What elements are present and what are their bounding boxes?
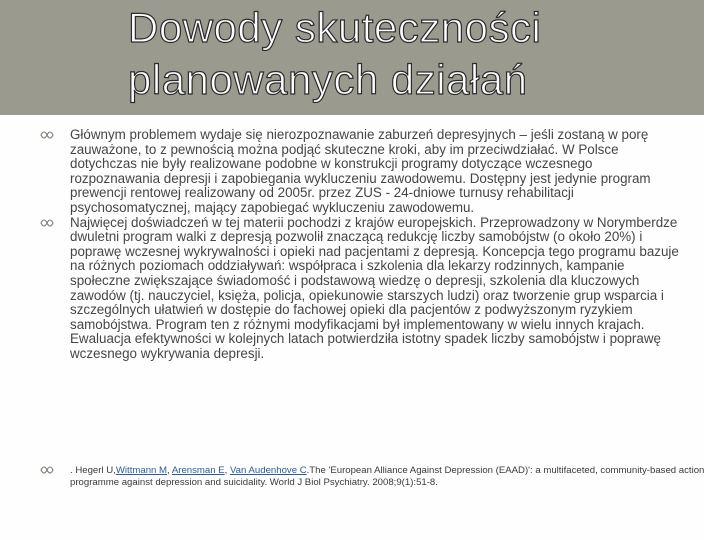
slide-title-line-1: Dowody skuteczności xyxy=(128,4,542,51)
reference-author-link-1[interactable]: Wittmann M xyxy=(115,465,168,476)
bullet-item-1 xyxy=(40,128,680,216)
right-edge xyxy=(704,0,720,540)
reference-item xyxy=(40,465,720,489)
bullet-glyph-icon xyxy=(40,217,54,231)
reference-author-link-2[interactable]: Arensman E xyxy=(171,465,225,476)
reference-rest: .The 'European Alliance Against Depression (EAAD)': a multifaceted, community-based action programme against depression and suicidality. World J Biol Psychiatry. 2008;9(1):51-8. xyxy=(70,465,705,488)
reference-author-link-3[interactable]: Van Audenhove C xyxy=(230,465,307,476)
title-left-band xyxy=(0,0,16,115)
slide-content xyxy=(40,128,680,362)
bullet-glyph-icon xyxy=(40,129,54,143)
reference-separator-1: , xyxy=(167,465,172,476)
bullet-item-2 xyxy=(40,216,680,362)
bullet-text-2: Najwięcej doświadczeń w tej materii pochodzi z krajów europejskich. Przeprowadzony w Norymberdze dwuletni program walki z depresją pozwolił znaczącą redukcję liczby samobójstw (o około 20%) i poprawę wczesnej wykrywalności i opieki nad pacjentami z depresją. Koncepcja tego programu bazuje na różnych poziomach oddziaływań: współpraca i szkolenia dla lekarzy rodzinnych, kampanie społeczne zwiększające świadomość i podstawową wiedzę o depresji, szkolenia dla kluczowych zawodów (tj. nauczyciel, księża, policja, opiekunowie starszych ludzi) oraz tworzenie grup wsparcia i szczególnych ułatwień w dostępie do fachowej opieki dla pacjentów z podwyższonym ryzykiem samobójstwa. Program ten z różnymi modyfikacjami był implementowany w wielu innych krajach. Ewaluacja efektywności w kolejnych latach potwierdziła istotny spadek liczby samobójstw i poprawę wczesnego wykrywania depresji. xyxy=(70,214,679,361)
slide-title xyxy=(128,2,688,106)
bullet-text-1: Głównym problemem wydaje się nierozpoznawanie zaburzeń depresyjnych – jeśli zostaną w porę zauważone, to z pewnością można podjąć skuteczne kroki, aby im przeciwdziałać. W Polsce dotychczas nie były realizowane podobne w konstrukcji programy dotyczące wczesnego rozpoznawania depresji i zapobiegania wykluczeniu zawodowemu. Dostępny jest jedynie program prewencji rentowej realizowany od 2005r. przez ZUS - 24-dniowe turnusy rehabilitacji psychosomatycznej, mający zapobiegać wykluczeniu zawodowemu. xyxy=(70,127,651,215)
bullet-glyph-icon xyxy=(40,465,54,479)
reference-prefix: . Hegerl U, xyxy=(70,465,116,476)
slide-title-line-2: planowanych działań xyxy=(128,56,528,103)
reference-separator-2: , xyxy=(224,465,230,476)
